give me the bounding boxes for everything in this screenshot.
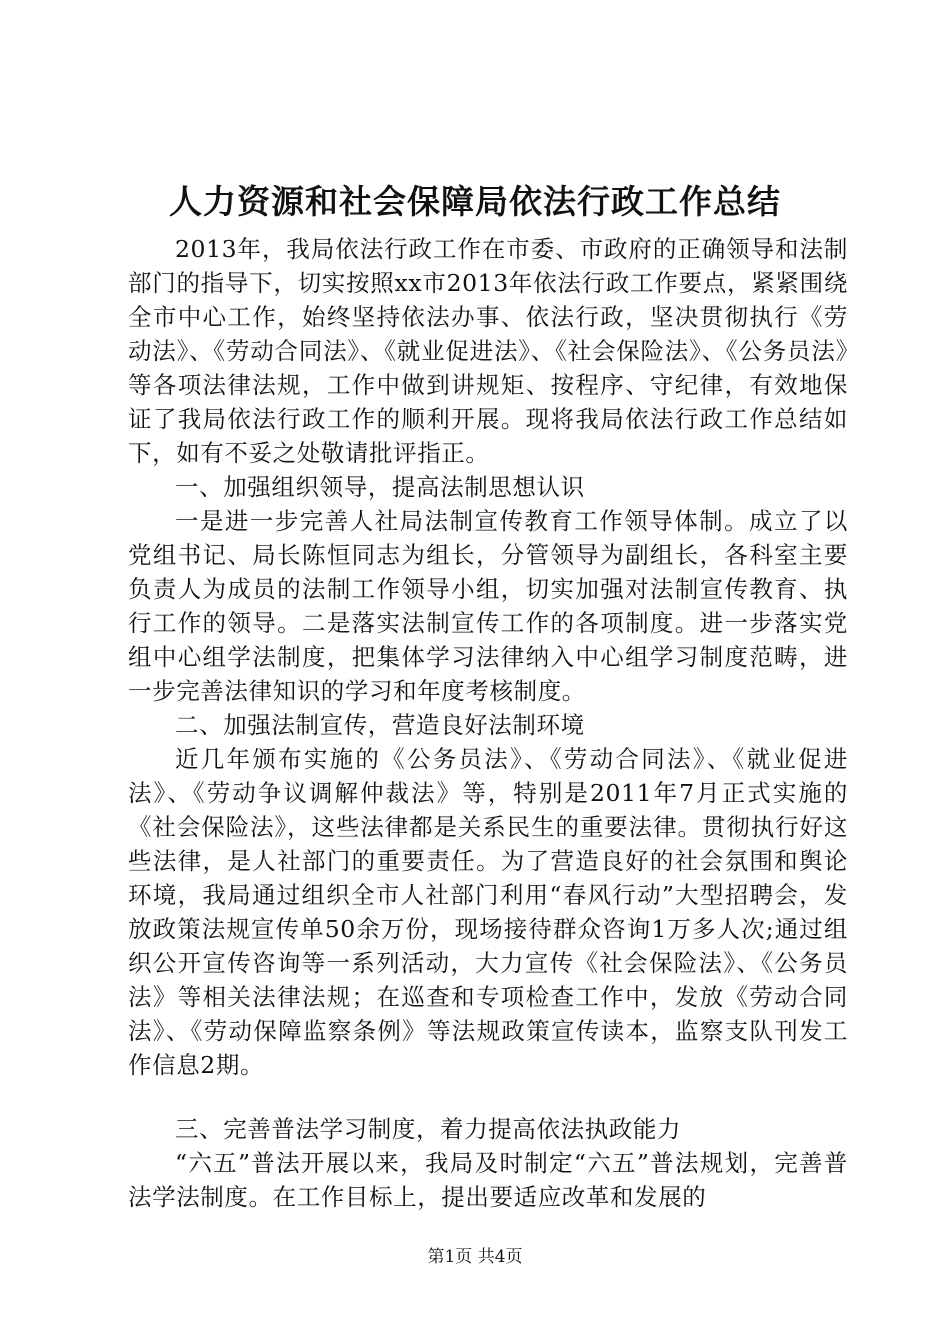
document-title: 人力资源和社会保障局依法行政工作总结	[169, 182, 781, 221]
paragraph-gap	[128, 1082, 848, 1112]
section-3-paragraph: “六五”普法开展以来，我局及时制定“六五”普法规划，完善普法学法制度。在工作目标上，提出要适应改革和发展的	[128, 1149, 848, 1211]
document-body	[128, 232, 848, 1214]
section-heading-3: 三、完善普法学习制度，着力提高依法执政能力	[175, 1115, 682, 1143]
intro-paragraph: 2013年，我局依法行政工作在市委、市政府的正确领导和法制部门的指导下，切实按照xx市2013年依法行政工作要点，紧紧围绕全市中心工作，始终坚持依法办事、依法行政，坚决贯彻执行《劳动法》、《劳动合同法》、《就业促进法》、《社会保险法》、《公务员法》等各项法律法规，工作中做到讲规矩、按程序、守纪律，有效地保证了我局依法行政工作的顺利开展。现将我局依法行政工作总结如下，如有不妥之处敬请批评指正。	[128, 235, 848, 467]
section-1-paragraph: 一是进一步完善人社局法制宣传教育工作领导体制。成立了以党组书记、局长陈恒同志为组长，分管领导为副组长，各科室主要负责人为成员的法制工作领导小组，切实加强对法制宣传教育、执行工作的领导。二是落实法制宣传工作的各项制度。进一步落实党组中心组学法制度，把集体学习法律纳入中心组学习制度范畴，进一步完善法律知识的学习和年度考核制度。	[128, 507, 848, 705]
section-heading-2: 二、加强法制宣传，营造良好法制环境	[175, 711, 585, 739]
page-indicator: 第1页 共4页	[427, 1247, 523, 1267]
section-2-paragraph: 近几年颁布实施的《公务员法》、《劳动合同法》、《就业促进法》、《劳动争议调解仲裁法》等，特别是2011年7月正式实施的《社会保险法》，这些法律都是关系民生的重要法律。贯彻执行好这些法律，是人社部门的重要责任。为了营造良好的社会氛围和舆论环境，我局通过组织全市人社部门利用“春风行动”大型招聘会，发放政策法规宣传单50余万份，现场接待群众咨询1万多人次;通过组织公开宣传咨询等一系列活动，大力宣传《社会保险法》、《公务员法》等相关法律法规；在巡查和专项检查工作中，发放《劳动合同法》、《劳动保障监察条例》等法规政策宣传读本，监察支队刊发工作信息2期。	[128, 745, 848, 1079]
section-heading-1: 一、加强组织领导，提高法制思想认识	[175, 473, 585, 501]
